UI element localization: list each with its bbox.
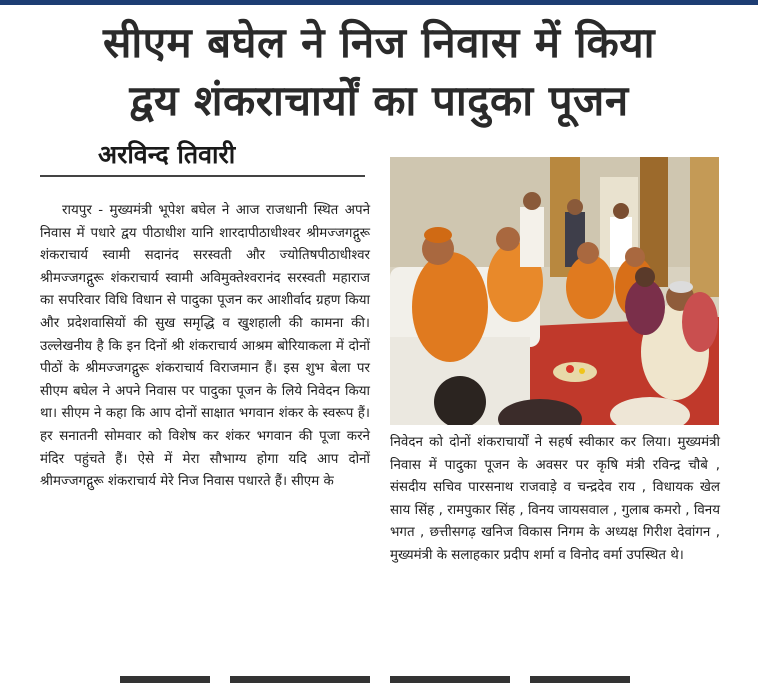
top-color-bar: [0, 0, 758, 5]
headline-line-1: सीएम बघेल ने निज निवास में किया: [102, 18, 656, 67]
photo-illustration: [390, 157, 719, 425]
article-right-column: [390, 432, 720, 568]
byline: अरविन्द तिवारी: [98, 140, 236, 169]
cropped-text-fragment: [0, 672, 758, 683]
article-paragraph-left: रायपुर - मुख्यमंत्री भूपेश बघेल ने आज राजधानी स्थित अपने निवास में पधारे द्वय पीठाधीश यानि शारदापीठाधीश्वर श्रीमज्जगद्गुरू शंकराचार्य स्वामी सदानंद सरस्वती और ज्योतिषपीठाधीश्वर श्रीमज्जगद्गुरू शंकराचार्य स्वामी अविमुक्तेश्वरानंद सरस्वती महाराज का सपरिवार विधि विधान से पादुका पूजन कर आशीर्वाद ग्रहण किया और प्रदेशवासियों की सुख समृद्धि व खुशहाली की कामना की। उल्लेखनीय है कि इन दिनों श्री शंकराचार्य आश्रम बोरियाकला में दोनों पीठों के श्रीमज्जगद्गुरू शंकराचार्य विराजमान हैं। इस शुभ बेला पर सीएम बघेल ने अपने निवास पर पादुका पूजन के लिये निवेदन किया था। सीएम ने कहा कि आप दोनों साक्षात भगवान शंकर के स्वरूप हैं। हर सनातनी सोमवार को विशेष कर शंकर भगवान की पूजा करने मंदिर पहुंचते हैं। ऐसे में मेरा सौभाग्य होगा यदि आप दोनों श्रीमज्जगद्गुरू शंकराचार्य मेरे निज निवास पधारते हैं। सीएम के: [40, 203, 370, 490]
article-left-column: [40, 200, 370, 494]
byline-underline: [40, 175, 365, 177]
article-photo: [390, 157, 719, 425]
headline-line-2: द्वय शंकराचार्यों का पादुका पूजन: [129, 76, 629, 125]
next-headline-fragment: [0, 670, 758, 683]
headline: [0, 14, 758, 130]
article-paragraph-right: निवेदन को दोनों शंकराचार्यों ने सहर्ष स्वीकार कर लिया। मुख्यमंत्री निवास में पादुका पूजन के अवसर पर कृषि मंत्री रविन्द्र चौबे , संसदीय सचिव पारसनाथ राजवाड़े व चन्द्रदेव राय , विधायक खेल साय सिंह , रामपुकार सिंह , विनय जायसवाल , गुलाब कमरो , विनय भगत , छत्तीसगढ़ खनिज विकास निगम के अध्यक्ष गिरीश देवांगन , मुख्यमंत्री के सलाहकार प्रदीप शर्मा व विनोद वर्मा उपस्थित थे।: [390, 435, 720, 563]
